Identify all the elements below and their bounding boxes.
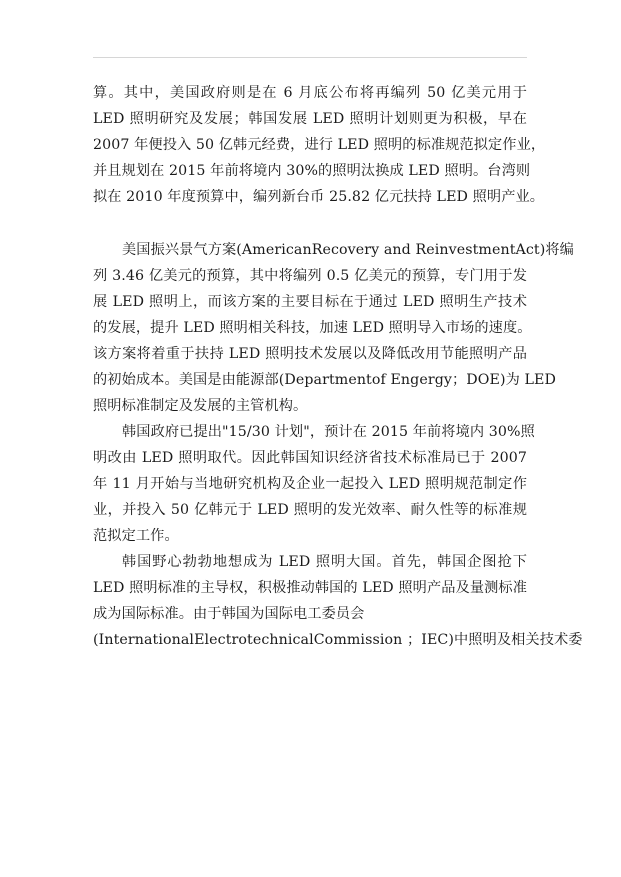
text-line: 美国振兴景气方案(AmericanRecovery and ReinvestmentAct)将编: [122, 242, 574, 258]
text-line: 明改由 LED 照明取代。因此韩国知识经济省技术标准局已于 2007: [93, 450, 527, 466]
paragraph-korea-ambition: [93, 549, 583, 653]
text-line: 并且规划在 2015 年前将境内 30%的照明汰换成 LED 照明。台湾则: [93, 163, 531, 179]
text-line: 该方案将着重于扶持 LED 照明技术发展以及降低改用节能照明产品: [93, 346, 527, 362]
text-line: 算。其中，美国政府则是在 6 月底公布将再编列 50 亿美元用于: [93, 85, 527, 101]
paragraph-gap: [93, 210, 527, 237]
text-line: 业，并投入 50 亿韩元于 LED 照明的发光效率、耐久性等的标准规: [93, 502, 527, 518]
text-line: 拟在 2010 年度预算中，编列新台币 25.82 亿元扶持 LED 照明产业。: [93, 189, 545, 205]
text-line: (InternationalElectrotechnicalCommission ；IEC)中照明及相关技术委: [93, 632, 583, 648]
text-line: 照明标准制定及发展的主管机构。: [93, 398, 308, 414]
text-line: 韩国政府已提出"15/30 计划"，预计在 2015 年前将境内 30%照: [122, 424, 535, 440]
text-line: 成为国际标准。由于韩国为国际电工委员会: [93, 606, 365, 622]
body-text: [93, 80, 583, 653]
text-line: LED 照明标准的主导权，积极推动韩国的 LED 照明产品及量测标准: [93, 580, 527, 596]
text-line: 2007 年便投入 50 亿韩元经费，进行 LED 照明的标准规范拟定作业，: [93, 137, 546, 153]
text-line: 年 11 月开始与当地研究机构及企业一起投入 LED 照明规范制定作: [93, 476, 527, 492]
paragraph-korea-1530-plan: [93, 419, 535, 549]
text-line: 的初始成本。美国是由能源部(Departmentof Engergy；DOE)为 LED: [93, 372, 556, 388]
text-line: 的发展，提升 LED 照明相关科技，加速 LED 照明导入市场的速度。: [93, 320, 532, 336]
paragraph-us-recovery-act: [93, 237, 574, 419]
text-line: 列 3.46 亿美元的预算，其中将编列 0.5 亿美元的预算，专门用于发: [93, 268, 527, 284]
text-line: 展 LED 照明上，而该方案的主要目标在于通过 LED 照明生产技术: [93, 294, 527, 310]
header-rule: [93, 57, 527, 58]
paragraph-funding-overview: [93, 80, 546, 210]
text-line: 范拟定工作。: [93, 528, 179, 544]
text-line: LED 照明研究及发展；韩国发展 LED 照明计划则更为积极，早在: [93, 111, 527, 127]
text-line: 韩国野心勃勃地想成为 LED 照明大国。首先，韩国企图抢下: [122, 554, 527, 570]
